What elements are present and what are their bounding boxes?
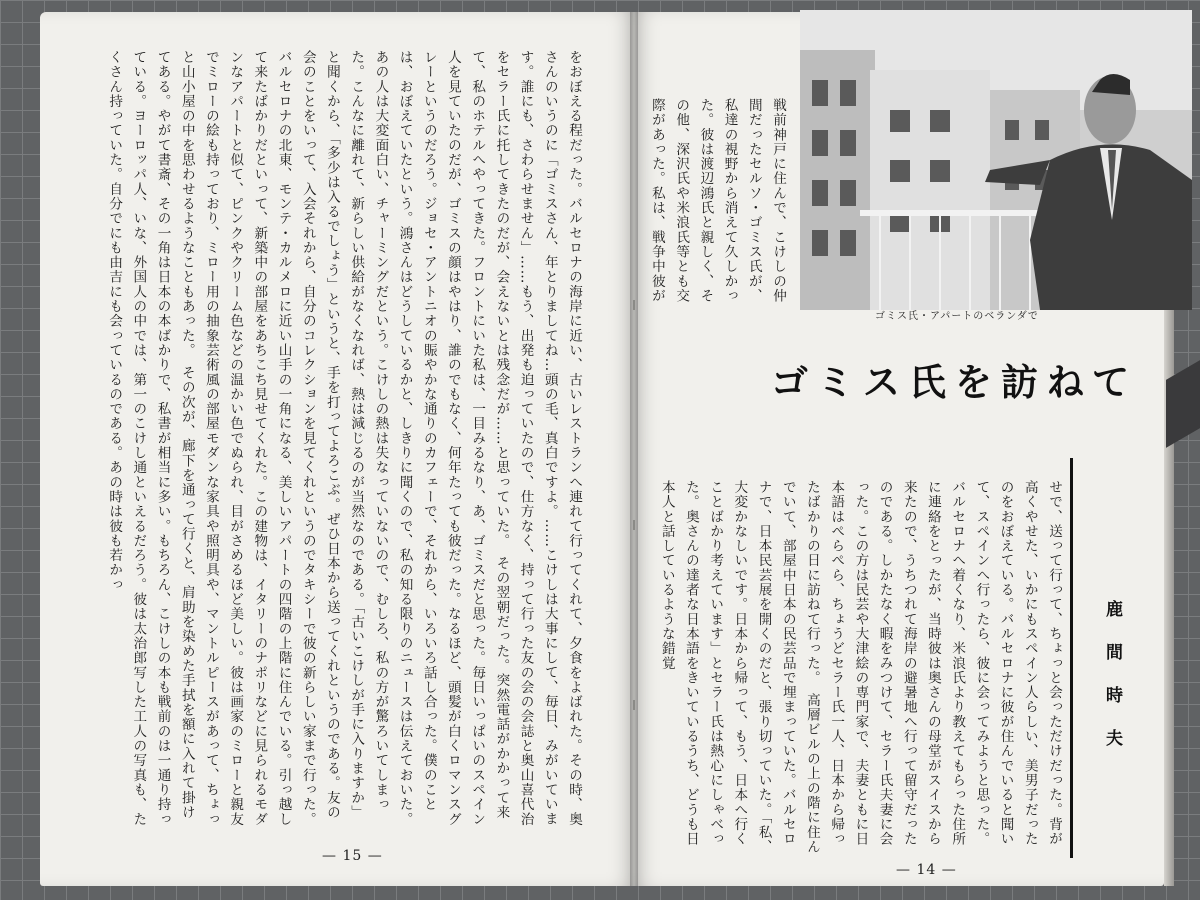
binding-stitch — [633, 700, 635, 710]
title-rule — [1070, 458, 1073, 858]
right-page-bottom-text: せで、送って行って、ちょっと会っただけだった。背が高くやせた、いかにもスペイン人らしい、美男子だったのをおぼえている。バルセロナに彼が住んでいると聞いて、スペインへ行ったら、彼に会ってみようと思った。 バルセロナへ着くなり、米浪氏より教えてもらった住所に連絡をとったが、当時彼は奥さんの母堂がスイスから来たので、うちつれて海岸の避暑地へ行って留守だったのである。しかたなく暇をみつけて、セラー氏夫妻に会った。この方は民芸や大津絵の専門家で、夫妻ともに日本語はぺらぺら、ちょうどセラー氏一人、日本から帰ったばかりの日に訪ねて行った。 高層ビルの上の階に住んでいて、部屋中日本の民芸品で埋まっていた。バルセロナで、日本民芸展を開くのだと、張り切っていた。「私、大変かなしいです。日本から帰って、もう、日本へ行くことばかり考えています」とセラー氏は熱心にしゃべった。奥さんの達者な日本語をきいているうち、どうも日本人と話しているような錯覚 — [658, 480, 1062, 855]
right-page-number: — 14 — — [896, 862, 957, 878]
right-page-top-text: 戦前神戸に住んで、こけしの仲間だったセルソ・ゴミス氏が、私達の視野から消えて久しかった。彼は渡辺鴻氏と親しく、その他、深沢氏や米浪氏等とも交際があった。私は、戦争中彼が — [648, 98, 786, 304]
binding-stitch — [633, 520, 635, 530]
binding-stitch — [633, 300, 635, 310]
photo-gomis-veranda — [800, 10, 1192, 310]
left-page-body-text: をおぼえる程だった。バルセロナの海岸に近い、古いレストランへ連れて行ってくれて、夕食をよばれた。その時、奥さんのいうのに「ゴミスさん、年とりましてね…頭の毛、真白ですよ。……こけしは大事にして、毎日、みがいています。誰にも、さわらせません」……もう、出発も迫っていたので、仕方なく、持って行った友の会の会誌と奥山喜代治をセラー氏に托してきたのだが、会えないとは残念だが……と思っていた。 その翌朝だった。突然電話がかかって来て、私のホテルへやってきた。フロントにいた私は、一目みるなり、あ、ゴミスだと思った。毎日いっぱいのスペイン人を見ていたのだが、ゴミスの顔はやはり、誰のでもなく、何年たっても彼だった。なるほど、頭髪が白くロマンスグレーというのだろう。ジョセ・アントニオの賑やかな通りのカフェーで、それから、いろいろ話し合った。僕のことは、おぼえていたという。鴻さんはどうしているかと、しきりに聞くので、私の知る限りのニュースは伝えておいた。あの人は大変面白い、チャーミングだという。こけしの熱は失なっていないので、むしろ、私の方が驚ろいてしまった。こんなに離れて、新らしい供給がなくなれば、熱は減じるのが当然なのである。「古いこけしが手に入りますか」と聞くから、「多少は入るでしょう」というと、手を打ってよろこぶ。ぜひ日本から送ってくれというのである。友の会のことをいって、入会それから、自分のコレクションを見てくれというのでタキシーで彼の新らしい家まで行った。バルセロナの北東、モンテ・カルメロに近い山手の一角になる、美しいアパートの四階の上階に住んでいる。引っ越して来たばかりだといって、新築中の部屋をあちこち見せてくれた。この建物は、イタリーのナポリなどに見られるモダンなアパートと似て、ピンクやクリーム色などの温かい色でぬられ、目がさめるほど美しい。彼は画家のミローと親友でミローの絵も持っており、ミロー用の抽象芸術風の部屋モダンな家具や照明具や、マントルピースがあって、ちょっと山小屋の中を思わせるようなこともあった。 その次が、廊下を通って行くと、肩助を染めた手拭を額に入れて掛けてある。やがて書斎、その一角は日本の本ばかりで、私書が相当に多い。もちろん、こけしの本も戦前のは一通り持っている。ヨーロッパ人、いな、外国人の中では、第一のこけし通といえるだろう。彼は太治郎写した工人の写真も、たくさん持っていた。自分でにも由吉にも会っているのである。あの時は彼も若かっ — [106, 50, 582, 827]
photo-illustration — [800, 10, 1192, 310]
article-title: ゴミス氏を訪ねて — [770, 361, 1138, 404]
author-name: 鹿間時夫 — [1102, 600, 1122, 772]
photo-caption: ゴミス氏・アパートのベランダで — [875, 311, 1039, 322]
left-page-number: — 15 — — [322, 848, 383, 864]
left-page — [40, 12, 634, 886]
book-gutter — [630, 12, 638, 886]
